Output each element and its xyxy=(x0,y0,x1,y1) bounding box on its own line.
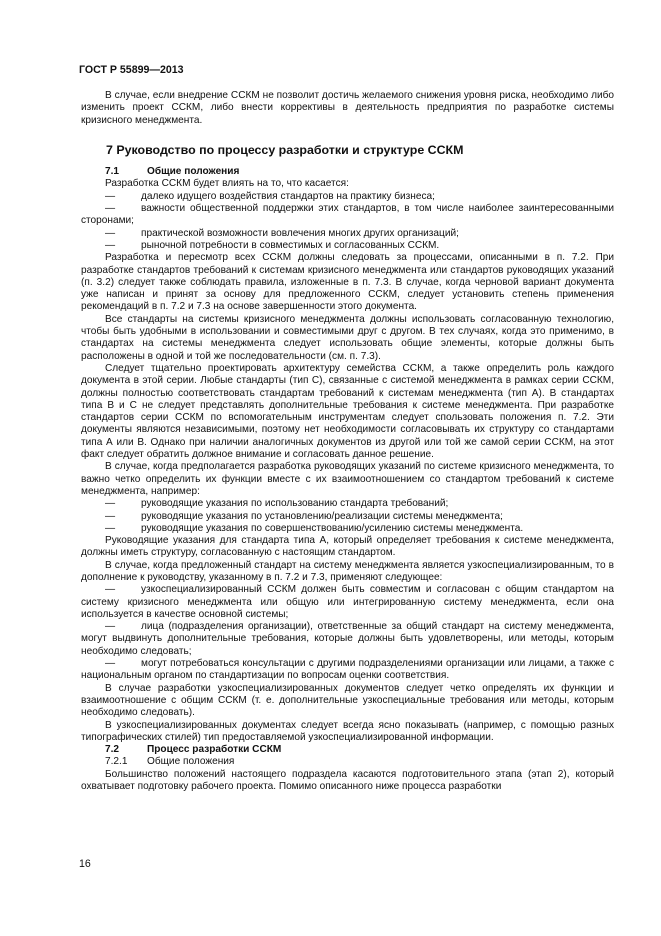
list-3 xyxy=(81,584,614,682)
subsection-7-1-heading xyxy=(105,166,614,178)
section-7-title: 7 Руководство по процессу разработки и структуре ССКМ xyxy=(106,142,464,157)
list-item: — рыночной потребности в совместимых и согласованных ССКМ. xyxy=(105,239,440,251)
paragraph: В случае, когда предполагается разработка руководящих указаний по системе кризисного менеджмента, то важно четко определить их функции вместе с их взаимоотношением со стандартом требований к системе менеджмента, например: xyxy=(81,461,614,497)
list-item: — узкоспециализированный ССКМ должен быть совместим и согласован с общим стандартом на систему кризисного менеджмента или общую или интегрированную систему менеджмента, если она используется в качестве основной системы; xyxy=(81,584,614,620)
subsection-title: Общие положения xyxy=(147,166,240,178)
paragraph: В случае, когда предложенный стандарт на систему менеджмента является узкоспециализированным, то в дополнение к руководству, указанному в п. 7.2 и 7.3, применяют следующее: xyxy=(81,559,614,583)
subsection-title: Общие положения xyxy=(147,756,235,768)
paragraph: Руководящие указания для стандарта типа А, который определяет требования к системе менеджмента, должны иметь структуру, согласованную с настоящим стандартом. xyxy=(81,535,614,559)
list-item: — руководящие указания по использованию стандарта требований; xyxy=(105,498,449,510)
paragraph: Разработка и пересмотр всех ССКМ должны следовать за процессами, описанными в п. 7.2. При разработке стандартов требований к системам кризисного менеджмента или стандартов руководящих указаний (п. 3.2) следует также соблюдать правила, изложенные в п. 7.3. В случае, когда черновой вариант документа уже написан и принят за основу для предложенного ССКМ, следует установить степень применения рекомендаций в п. 7.2 и 7.3 на основе завершенности этого документа. xyxy=(81,252,614,313)
standard-header: ГОСТ Р 55899—2013 xyxy=(79,64,184,76)
list-2 xyxy=(81,498,614,535)
intro-paragraph: В случае, если внедрение ССКМ не позволит достичь желаемого снижения уровня риска, необходимо либо изменить проект ССКМ, либо внести коррективы в деятельность предприятия по разработке системы кризисного менеджмента. xyxy=(81,90,614,126)
paragraph: В узкоспециализированных документах следует всегда ясно показывать (например, с помощью разных типографических стилей) тип предоставляемой узкоспециализированной информации. xyxy=(81,719,614,743)
list-item: — лица (подразделения организации), ответственные за общий стандарт на систему менеджмента, могут выдвинуть дополнительные требования, которые должны быть удовлетворены, или методы, которым необходимо следовать; xyxy=(81,621,614,657)
paragraph: Все стандарты на системы кризисного менеджмента должны использовать согласованную технологию, чтобы быть удобными в использовании и совместимыми друг с другом. В тех случаях, когда это применимо, в стандартах на системы менеджмента следует использовать общие элементы, которые должны быть расположены в одной и той же последовательности (см. п. 7.3). xyxy=(81,313,614,362)
paragraph: В случае разработки узкоспециализированных документов следует четко определять их функции и взаимоотношение с общим ССКМ (т. е. дополнительные узкоспециальные требования или методы, которым необходимо следовать). xyxy=(81,682,614,719)
list-item: — могут потребоваться консультации с другими подразделениями организации или лицами, а также с национальным органом по стандартизации по вопросам оценки соответствия. xyxy=(81,658,614,682)
subsection-7-2-heading xyxy=(105,744,614,756)
subsection-7-2-1-heading xyxy=(105,756,614,768)
paragraph: Следует тщательно проектировать архитектуру семейства ССКМ, а также определить роль каждого документа в этой серии. Любые стандарты (тип С), связанные с системой менеджмента в рамках серии ССКМ, должны полностью соответствовать стандартам требований к системам менеджмента (тип А). В стандартах типа В и С не следует представлять дополнительные требования к системе менеджмента. При разработке стандартов серии ССКМ по вспомогательным инструментам следует спользовать положения п. 7.2. Эти документы являются независимыми, поэтому нет необходимости согласовывать их структуру со стандартами типа А или В. Однако при наличии аналогичных документов из другой или той же самой серии ССКМ, на этот факт следует обратить должное внимание и согласовать данное решение. xyxy=(81,362,614,461)
subsection-number: 7.2.1 xyxy=(105,756,128,768)
subsection-number: 7.1 xyxy=(105,166,120,178)
list-item: — руководящие указания по установлению/реализации системы менеджмента; xyxy=(105,510,503,522)
subsection-number: 7.2 xyxy=(105,744,120,756)
list-item: — практической возможности вовлечения многих других организаций; xyxy=(105,227,459,239)
list-item: — далеко идущего воздействия стандартов на практику бизнеса; xyxy=(105,190,435,202)
paragraph: Большинство положений настоящего подраздела касаются подготовительного этапа (этап 2), который охватывает подготовку рабочего проекта. Помимо описанного ниже процесса разработки xyxy=(81,768,614,793)
paragraph: Разработка ССКМ будет влиять на то, что касается: xyxy=(105,178,349,190)
list-item: — руководящие указания по совершенствованию/усилению системы менеджмента. xyxy=(105,522,524,534)
list-item: — важности общественной поддержки этих стандартов, в том числе наиболее заинтересованными сторонами; xyxy=(81,203,614,227)
subsection-title: Процесс разработки ССКМ xyxy=(147,744,282,756)
list-1 xyxy=(81,191,614,252)
page-number: 16 xyxy=(79,858,91,870)
page-content xyxy=(81,90,614,793)
